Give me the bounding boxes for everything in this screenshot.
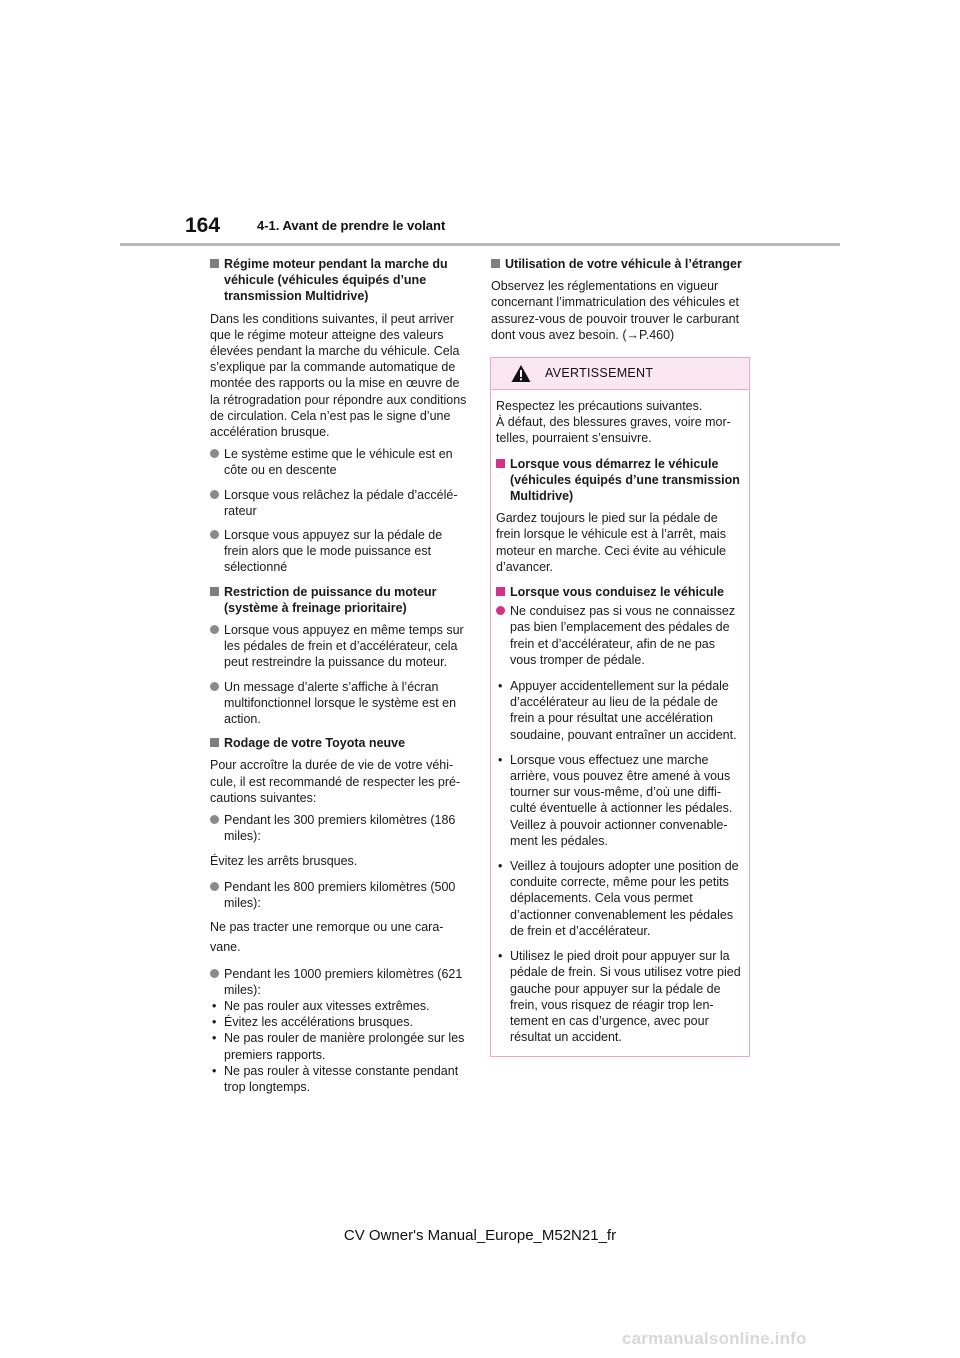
warning-header (491, 358, 749, 390)
heading-text: Restriction de puissance du moteur (système à freinage prioritaire) (224, 584, 437, 615)
heading-text: Régime moteur pendant la marche du véhicule (véhicules équipés d’une transmission Multidrive) (224, 257, 448, 304)
list-item (210, 446, 468, 478)
list-item: • Veillez à toujours adopter une position de conduite correcte, même pour les petits déplacements. Cela vous permet d’actionner convenablement les pédales de frein et d’accélérateur. (496, 858, 743, 939)
section-title: 4-1. Avant de prendre le volant (257, 218, 446, 233)
list-item-text: Pendant les 300 premiers kilomètres (186 miles): (224, 813, 456, 844)
break-in-list (210, 998, 468, 1095)
warning-heading-driving (496, 584, 743, 600)
list-item-text: Le système estime que le véhicule est en côte ou en descente (224, 447, 453, 478)
list-item (210, 879, 468, 911)
list-item-text: Pendant les 1000 premiers kilomètres (621 miles): (224, 966, 463, 997)
heading-break-in (210, 735, 468, 751)
round-bullet-icon (210, 969, 219, 978)
list-item (210, 812, 468, 844)
square-bullet-icon (491, 259, 500, 268)
warning-heading-start (496, 456, 743, 505)
round-bullet-icon (210, 490, 219, 499)
paragraph-abroad: Observez les réglementations en vigueur concernant l’immatriculation des véhicules et assurez-vous de pouvoir trouver le carburant dont vous avez besoin. (→P.460) (491, 279, 740, 342)
square-bullet-icon (210, 738, 219, 747)
list-item-text: Un message d’alerte s’affiche à l’écran multifonctionnel lorsque le système est en action. (224, 679, 457, 727)
warning-body (491, 390, 749, 1045)
list-item (210, 679, 468, 728)
list-item: • Utilisez le pied droit pour appuyer sur la pédale de frein. Si vous utilisez votre pied gauche pour appuyer sur la pédale de frein, vous risquez de réagir trop lentement en cas d’urgence, avec pour résultat un accident. (496, 948, 743, 1045)
heading-text: Rodage de votre Toyota neuve (224, 736, 406, 751)
heading-engine-speed (210, 256, 468, 305)
paragraph-engine-speed: Dans les conditions suivantes, il peut arriver que le régime moteur atteigne des valeurs élevées pendant la marche du véhicule. Cela s’explique par la commande automatique de montée des rapports ou la mise en œuvre de la rétrogradation pour répondre aux conditions de circulation. Cela n’est pas le signe d’une accélération brusque. (210, 311, 467, 440)
heading-text: Utilisation de votre véhicule à l’étranger (505, 257, 742, 271)
paragraph-800km-line2: vane. (210, 940, 241, 955)
list-item (210, 527, 468, 576)
heading-text: Lorsque vous conduisez le véhicule (510, 585, 724, 600)
round-bullet-icon (210, 530, 219, 539)
header-rule (120, 243, 840, 246)
warning-paragraph-start: Gardez toujours le pied sur la pédale de frein lorsque le véhicule est à l’arrêt, mais moteur en marche. Ceci évite au véhicule d’avancer. (496, 511, 726, 574)
list-item: • Évitez les accélérations brusques. (210, 1014, 468, 1030)
paragraph-800km-line1: Ne pas tracter une remorque ou une cara- (210, 920, 444, 935)
list-item (210, 966, 468, 998)
list-item: • Appuyer accidentellement sur la pédale d’accélérateur au lieu de la pédale de frein a pour résultat une accélération soudaine, pouvant entraîner un accident. (496, 678, 743, 743)
list-item: • Ne pas rouler de manière prolongée sur les premiers rapports. (210, 1030, 468, 1062)
list-item (210, 622, 468, 671)
heading-power-restriction (210, 584, 468, 616)
warning-box (490, 357, 750, 1057)
list-item-text: Lorsque vous appuyez en même temps sur les pédales de frein et d’accélérateur, cela peut restreindre la puissance du moteur. (224, 623, 464, 670)
list-item: • Ne pas rouler à vitesse constante pendant trop longtemps. (210, 1063, 468, 1095)
list-item (210, 487, 468, 519)
list-item-text: Ne conduisez pas si vous ne connaissez pas bien l’emplacement des pédales de frein et d’accélérateur, afin de ne pas vous tromper de pédale. (510, 604, 736, 667)
list-item-text: Pendant les 800 premiers kilomètres (500 miles): (224, 879, 456, 910)
square-bullet-icon (496, 459, 505, 468)
list-item (496, 603, 743, 668)
paragraph-300km: Évitez les arrêts brusques. (210, 853, 358, 868)
warning-intro-line1: Respectez les précautions suivantes. (496, 399, 703, 413)
list-item: • Lorsque vous effectuez une marche arrière, vous pouvez être amené à vous tourner sur vous-même, d’où une difficulté éventuelle à actionner les pédales. Veillez à pouvoir actionner convenablement les pédales. (496, 752, 743, 849)
footer-manual-id: CV Owner's Manual_Europe_M52N21_fr (343, 1227, 617, 1244)
round-bullet-icon (210, 882, 219, 891)
round-bullet-icon (210, 815, 219, 824)
paragraph-break-in: Pour accroître la durée de vie de votre véhicule, il est recommandé de respecter les précautions suivantes: (210, 758, 461, 805)
round-bullet-icon (210, 682, 219, 691)
square-bullet-icon (210, 259, 219, 268)
right-column (491, 256, 753, 349)
watermark: carmanualsonline.info (622, 1329, 807, 1348)
warning-title: AVERTISSEMENT (545, 366, 654, 380)
round-bullet-icon (210, 625, 219, 634)
left-column (210, 256, 468, 1095)
warning-intro-line2: À défaut, des blessures graves, voire mortelles, pourraient s’ensuivre. (496, 415, 731, 446)
round-bullet-icon (210, 449, 219, 458)
round-bullet-icon (496, 606, 505, 615)
list-item-text: Lorsque vous relâchez la pédale d’accélérateur (224, 487, 458, 518)
warning-triangle-icon (511, 364, 531, 383)
list-item-text: Lorsque vous appuyez sur la pédale de frein alors que le mode puissance est sélectionné (224, 528, 443, 575)
heading-text: Lorsque vous démarrez le véhicule (véhicules équipés d’une transmission Multidrive) (510, 456, 740, 504)
square-bullet-icon (496, 587, 505, 596)
list-item: • Ne pas rouler aux vitesses extrêmes. (210, 998, 468, 1014)
square-bullet-icon (210, 587, 219, 596)
heading-abroad (491, 256, 753, 272)
page-number: 164 (185, 214, 221, 237)
